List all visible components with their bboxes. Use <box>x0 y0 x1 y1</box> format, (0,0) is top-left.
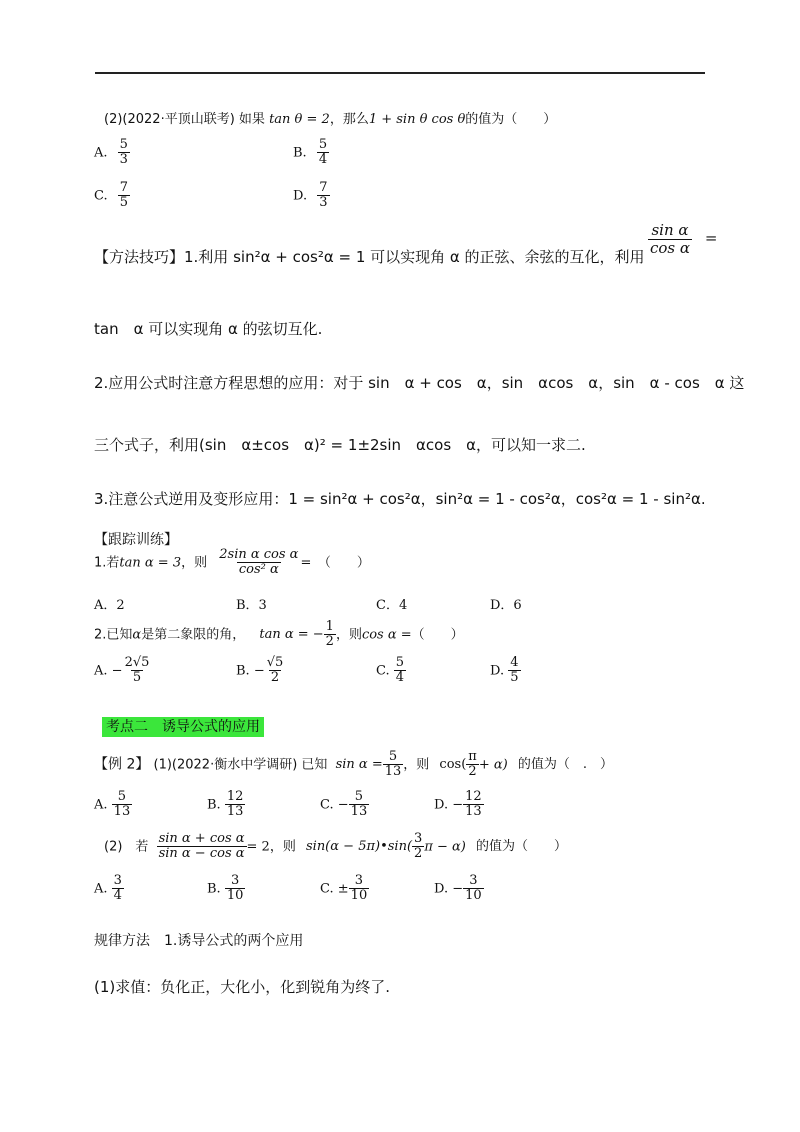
q-text: = （ ） <box>300 555 370 571</box>
option-sign: − <box>111 663 123 679</box>
option-letter: A. <box>94 663 108 679</box>
frac-den: sin α − cos α <box>158 846 245 862</box>
practice-q1-option-c: C．4 <box>376 598 408 613</box>
practice-header: 【跟踪训练】 <box>94 532 178 548</box>
frac-num: 12 <box>465 789 482 804</box>
example2-p2-option-b <box>207 874 245 904</box>
example2-p2-option-a <box>94 874 124 904</box>
q-text: ，则 <box>335 627 362 643</box>
practice-q2-option-a <box>94 656 151 686</box>
practice-q2-option-c <box>376 656 406 686</box>
frac-num: 12 <box>226 789 244 804</box>
q2-intro <box>104 108 556 127</box>
q2-expr-1: tan θ = 2 <box>269 112 330 127</box>
frac-num: 2sin α cos α <box>219 547 299 562</box>
frac-num: 3 <box>354 873 364 888</box>
practice-q1 <box>94 548 370 578</box>
practice-q2 <box>94 620 464 650</box>
frac-num: 5 <box>388 749 398 764</box>
option-letter: C. <box>320 797 334 813</box>
q-text: 已知 <box>301 757 328 773</box>
q2-option-a <box>94 138 130 168</box>
q2-text-3: 的值为（ ） <box>465 112 557 127</box>
option-letter: B. <box>207 881 221 897</box>
q-expr: tan α = − <box>259 627 324 643</box>
frac-num: 3 <box>113 873 122 888</box>
frac-den: 3 <box>319 195 328 211</box>
frac-den: 4 <box>318 152 328 168</box>
option-letter: A. <box>94 145 108 161</box>
section-heading <box>102 716 264 736</box>
tips-line-1: 【方法技巧】1.利用 sin²α + cos²α = 1 可以实现角 α 的正弦、余弦的互化，利用 <box>94 248 645 266</box>
frac-den: 10 <box>350 888 368 904</box>
frac-den: 5 <box>132 670 142 686</box>
example2-intro <box>94 750 613 780</box>
q-expr: sin α = <box>335 757 383 773</box>
example-source: (1)(2022·衡水中学调研) <box>153 757 298 773</box>
practice-q2-option-b <box>236 656 285 686</box>
frac-den: 3 <box>119 152 128 168</box>
frac-den: 2 <box>270 670 280 686</box>
q-text: （ ） <box>411 627 464 643</box>
practice-q1-option-a: A．2 <box>94 598 125 613</box>
frac-num: 5 <box>395 655 405 670</box>
frac-den: 13 <box>465 804 482 820</box>
option-letter: D. <box>434 881 449 897</box>
frac-num: sin α + cos α <box>158 831 245 846</box>
frac-den: cos α <box>650 238 691 257</box>
practice-q1-option-b: B．3 <box>236 598 267 613</box>
frac-den: 10 <box>226 888 244 904</box>
q-text: 的值为（ ） <box>476 839 568 855</box>
option-letter: C. <box>320 881 334 897</box>
header-rule <box>95 72 705 74</box>
example2-option-c <box>320 790 369 820</box>
q2-option-d <box>293 181 330 211</box>
example2-p2-option-d <box>434 874 484 904</box>
frac-den: 2 <box>325 634 334 650</box>
option-letter: D. <box>293 188 308 204</box>
q-expr: cos( <box>439 757 467 773</box>
frac-num: sin α <box>651 221 689 239</box>
option-letter: B. <box>236 663 250 679</box>
q2-option-c <box>94 181 130 211</box>
frac-den: cos² α <box>238 562 279 578</box>
frac-num: 7 <box>319 180 328 195</box>
frac-num: 5 <box>117 789 127 804</box>
option-sign: − <box>253 663 265 679</box>
frac-num: 4 <box>510 655 519 670</box>
q-expr: π − α) <box>424 839 466 855</box>
option-letter: B. <box>293 145 307 161</box>
frac-num: 3 <box>469 873 478 888</box>
frac-num: π <box>468 749 477 764</box>
example2-option-a <box>94 790 132 820</box>
equals-sign: = 2 <box>246 839 270 855</box>
frac-den: 13 <box>350 804 368 820</box>
tips-line-4: 三个式子，利用(sin α±cos α)² = 1±2sin αcos α，可以知一求二. <box>94 436 586 454</box>
q-text: 是第二象限的角， <box>141 627 246 643</box>
frac-den: 5 <box>510 670 519 686</box>
frac-den: 13 <box>226 804 244 820</box>
frac-num: 7 <box>119 180 129 195</box>
frac-den: 2 <box>414 846 423 862</box>
q-expr: α <box>132 627 142 643</box>
option-letter: C. <box>94 188 108 204</box>
q-text: (2) 若 <box>104 839 149 855</box>
q2-expr-2: 1 + sin θ cos θ <box>368 112 466 127</box>
practice-q2-option-d <box>490 656 521 686</box>
rules-line-1: 规律方法 1.诱导公式的两个应用 <box>94 933 304 949</box>
example2-option-d <box>434 790 484 820</box>
option-sign: − <box>337 797 349 813</box>
option-sign: − <box>452 797 464 813</box>
frac-den: 13 <box>384 764 402 780</box>
q2-text-1: 如果 <box>238 112 265 127</box>
q2-option-b <box>293 138 329 168</box>
option-letter: D. <box>434 797 449 813</box>
option-letter: A. <box>94 881 108 897</box>
q-expr: cos α = <box>361 627 412 643</box>
frac-num: 2√5 <box>124 655 150 670</box>
equals-sign: = <box>704 229 718 247</box>
frac-den: 4 <box>113 888 122 904</box>
frac-den: 10 <box>465 888 482 904</box>
q-expr: sin(α − 5π)•sin( <box>305 839 413 855</box>
frac-num: 5 <box>119 137 128 152</box>
option-sign: ± <box>337 881 349 897</box>
rules-line-2: (1)求值：负化正，大化小，化到锐角为终了. <box>94 978 391 996</box>
frac-num: 3 <box>230 873 240 888</box>
frac-num: 5 <box>354 789 364 804</box>
frac-num: 5 <box>318 137 328 152</box>
example-label: 【例 2】 <box>94 756 150 773</box>
tips-line-2: tan α 可以实现角 α 的弦切互化. <box>94 320 323 338</box>
frac-num: 3 <box>414 831 423 846</box>
q-expr: + α) <box>478 757 508 773</box>
option-letter: A. <box>94 797 108 813</box>
example2-p2-option-c <box>320 874 369 904</box>
option-letter: B. <box>207 797 221 813</box>
frac-num: √5 <box>266 655 284 670</box>
frac-num: 1 <box>325 619 334 634</box>
example2-part2 <box>104 832 567 862</box>
frac-den: 4 <box>395 670 405 686</box>
tips-line-5: 3.注意公式逆用及变形应用：1 = sin²α + cos²α，sin²α = 1 - cos²α，cos²α = 1 - sin²α. <box>94 490 706 508</box>
q-expr: tan α = 3 <box>119 555 182 571</box>
q-text: ，则 <box>403 757 430 773</box>
q-text: 1.若 <box>94 555 120 571</box>
frac-den: 2 <box>468 764 477 780</box>
q2-source: (2)(2022·平顶山联考) <box>104 112 235 127</box>
option-letter: C. <box>376 663 390 679</box>
q-text: 的值为（ . ） <box>517 757 613 773</box>
example2-option-b <box>207 790 245 820</box>
q-text: 2.已知 <box>94 627 133 643</box>
option-letter: D. <box>490 663 505 679</box>
q-text: ，则 <box>269 839 296 855</box>
frac-den: 5 <box>119 195 129 211</box>
section-heading-text: 考点二 诱导公式的应用 <box>102 717 264 737</box>
option-sign: − <box>452 881 464 897</box>
practice-q1-option-d: D．6 <box>490 598 522 613</box>
q-text: ，则 <box>181 555 208 571</box>
tips-line-3: 2.应用公式时注意方程思想的应用：对于 sin α + cos α，sin αcos α，sin α - cos α 这 <box>94 374 745 392</box>
tips-fraction <box>648 222 717 256</box>
q2-text-2: ，那么 <box>329 112 369 127</box>
frac-den: 13 <box>113 804 131 820</box>
